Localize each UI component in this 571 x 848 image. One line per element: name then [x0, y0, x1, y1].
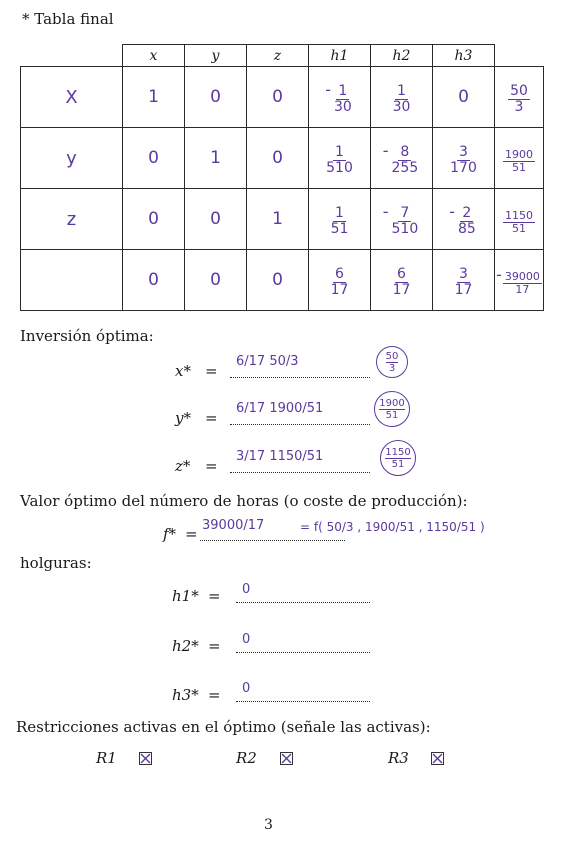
cell-value: 1 [272, 209, 283, 229]
table-cell [371, 250, 433, 311]
table-row [21, 128, 544, 189]
table-cell [123, 189, 185, 250]
column-header: x [123, 45, 185, 67]
fraction [503, 204, 535, 235]
equals-sign: = [208, 587, 221, 605]
table-cell [309, 128, 371, 189]
x-star-written: 6/17 50/3 [236, 354, 299, 369]
r2-label: R2 [236, 749, 257, 767]
denominator: 3 [514, 98, 524, 115]
cell-value: 0 [272, 87, 283, 107]
table-cell [247, 250, 309, 311]
table-row [21, 189, 544, 250]
denominator: 51 [330, 220, 349, 237]
check-mark-icon [432, 753, 443, 764]
rhs-cell [495, 189, 544, 250]
denominator: 17 [330, 281, 349, 298]
numerator: 39000 [504, 269, 540, 283]
fraction [391, 80, 413, 115]
inversion-heading: Inversión óptima: [20, 327, 154, 345]
h3-star-label: h3* [172, 686, 199, 704]
fraction [448, 141, 479, 176]
h2-star-label: h2* [172, 637, 199, 655]
column-header: y [185, 45, 247, 67]
fraction [503, 143, 535, 174]
f-star-written: 39000/17 [202, 518, 265, 533]
answer-line [236, 636, 370, 653]
minus-sign: - [496, 264, 502, 284]
column-header: h3 [433, 45, 495, 67]
fraction [496, 264, 542, 296]
table-cell [433, 67, 495, 128]
r3-label: R3 [388, 749, 409, 767]
fraction [508, 80, 530, 115]
table-cell [309, 67, 371, 128]
table-cell [433, 189, 495, 250]
fraction [329, 202, 351, 237]
page-title: * Tabla final [22, 10, 114, 28]
denominator: 30 [392, 98, 411, 115]
denominator: 85 [457, 220, 476, 237]
check-mark-icon [140, 753, 151, 764]
numerator: 8 [400, 143, 410, 160]
r1-checkbox[interactable] [139, 752, 152, 765]
table-row [21, 67, 544, 128]
rhs-cell [495, 128, 544, 189]
numerator: 50 [510, 82, 528, 99]
r1-label: R1 [96, 749, 117, 767]
table-cell [309, 250, 371, 311]
f-star-label: f* [163, 525, 177, 543]
f-star-extra: = f( 50/3 , 1900/51 , 1150/51 ) [300, 520, 485, 534]
cell-value: 0 [148, 270, 159, 290]
page-number: 3 [264, 817, 273, 833]
numerator: 1 [338, 82, 348, 99]
denominator: 17 [392, 281, 411, 298]
h3-star-value: 0 [242, 681, 251, 696]
cell-value: 1 [210, 148, 221, 168]
numerator: 7 [400, 204, 410, 221]
table-cell [123, 250, 185, 311]
equals-sign: = [205, 457, 218, 475]
rhs-cell [495, 67, 544, 128]
row-label: y [66, 147, 77, 169]
x-star-label: x* [175, 362, 191, 380]
table-cell [371, 67, 433, 128]
table-cell [433, 250, 495, 311]
rhs-cell [495, 250, 544, 311]
cell-value: 0 [210, 270, 221, 290]
equals-sign: = [205, 409, 218, 427]
numerator: 2 [462, 204, 472, 221]
y-star-written: 6/17 1900/51 [236, 401, 324, 416]
denominator: 510 [326, 159, 353, 176]
denominator: 30 [333, 98, 352, 115]
numerator: 3 [459, 265, 468, 282]
column-header: h2 [371, 45, 433, 67]
cell-value: 1 [148, 87, 159, 107]
valor-heading: Valor óptimo del número de horas (o coste de producción): [20, 492, 468, 510]
numerator: 1150 [505, 208, 533, 222]
cell-value: 0 [272, 148, 283, 168]
r2-checkbox[interactable] [280, 752, 293, 765]
denominator: 255 [391, 159, 419, 176]
table-cell [123, 67, 185, 128]
h1-star-label: h1* [172, 587, 199, 605]
holguras-heading: holguras: [20, 554, 92, 572]
cell-value: 0 [272, 270, 283, 290]
column-header: h1 [309, 45, 371, 67]
cell-value: 0 [148, 148, 159, 168]
check-mark-icon [281, 753, 292, 764]
equals-sign: = [208, 637, 221, 655]
x-star-circled: 50 3 [376, 346, 408, 378]
fraction [325, 79, 354, 115]
answer-line [236, 586, 370, 603]
table-cell [247, 67, 309, 128]
table-cell [247, 128, 309, 189]
table-header-row [21, 45, 544, 67]
numerator: 6 [397, 265, 406, 282]
table-cell [185, 67, 247, 128]
table-cell [371, 128, 433, 189]
y-star-label: y* [175, 409, 191, 427]
cell-value: 0 [458, 87, 469, 107]
numerator: 1 [397, 82, 406, 99]
column-header: z [247, 45, 309, 67]
fraction [324, 141, 355, 176]
z-star-label: z* [175, 457, 191, 475]
numerator: 1 [335, 143, 344, 160]
restricciones-heading: Restricciones activas en el óptimo (señale las activas): [16, 718, 431, 736]
denominator: 51 [512, 160, 526, 174]
table-cell [185, 128, 247, 189]
minus-sign: - [325, 79, 331, 99]
fraction [449, 201, 478, 237]
row-label: X [65, 86, 78, 108]
numerator: 1 [335, 204, 344, 221]
fraction [382, 140, 421, 176]
minus-sign: - [382, 140, 389, 160]
denominator: 17 [454, 281, 473, 298]
minus-sign: - [382, 201, 389, 221]
denominator: 51 [512, 221, 526, 235]
z-star-written: 3/17 1150/51 [236, 449, 324, 464]
equals-sign: = [205, 362, 218, 380]
cell-value: 0 [148, 209, 159, 229]
fraction [391, 263, 413, 298]
table-cell [433, 128, 495, 189]
table-cell [185, 250, 247, 311]
numerator: 3 [459, 143, 468, 160]
equals-sign: = [208, 686, 221, 704]
table-cell [309, 189, 371, 250]
cell-value: 0 [210, 209, 221, 229]
numerator: 1900 [505, 147, 533, 161]
row-label: z [66, 208, 77, 230]
y-star-circled: 1900 51 [374, 391, 410, 427]
minus-sign: - [449, 201, 455, 221]
denominator: 17 [515, 282, 530, 296]
table-cell [123, 128, 185, 189]
fraction [382, 201, 421, 237]
h1-star-value: 0 [242, 582, 251, 597]
answer-line [236, 685, 370, 702]
denominator: 510 [391, 220, 419, 237]
denominator: 170 [450, 159, 477, 176]
numerator: 6 [335, 265, 344, 282]
table-row [21, 250, 544, 311]
z-star-circled: 1150 51 [380, 440, 416, 476]
table-cell [371, 189, 433, 250]
fraction [453, 263, 475, 298]
fraction [329, 263, 351, 298]
simplex-final-table [20, 44, 544, 311]
cell-value: 0 [210, 87, 221, 107]
h2-star-value: 0 [242, 632, 251, 647]
r3-checkbox[interactable] [431, 752, 444, 765]
table-cell [247, 189, 309, 250]
equals-sign: = [185, 525, 198, 543]
table-cell [185, 189, 247, 250]
